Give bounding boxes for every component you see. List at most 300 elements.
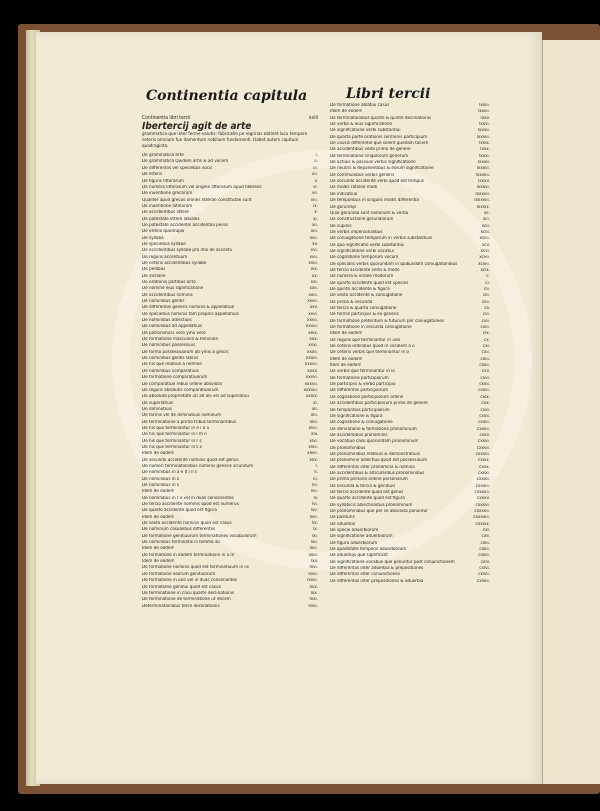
- chapter-title: De differentiis inter aduerbia & prepositiones: [330, 566, 424, 572]
- chapter-number: cvii.: [481, 318, 490, 324]
- chapter-title: De tercio accidente nominis quod est numerus: [142, 502, 239, 508]
- chapter-number: cxliiii.: [478, 553, 490, 559]
- chapter-number: xlvi.: [309, 438, 318, 444]
- chapter-title: De formatione preteritum & futurum per coniugationes: [330, 318, 444, 324]
- chapter-title: De significatione vocabuli que ponuntur post conjunctionem: [330, 559, 455, 565]
- chapter-number: lxvii.: [308, 571, 318, 577]
- chapter-number: cx.: [483, 337, 490, 343]
- intro-heading: Ibertercij agit de arte: [142, 121, 252, 133]
- chapter-number: c.: [486, 274, 490, 280]
- chapter-number: cxlii.: [480, 540, 490, 546]
- chapter-title: De syllabicis adiectionibus pronominum: [330, 502, 413, 508]
- chapter-title: De numeri terminationibus nominis generis sicundum: [142, 463, 254, 469]
- chapter-number: lxv.: [311, 559, 318, 565]
- chapter-title: De tercia & quarta coniugatione: [330, 306, 397, 311]
- chapter-title: De aduerbio: [330, 521, 356, 527]
- chapter-number: cxliii.: [479, 547, 490, 553]
- chapter-number: xliii.: [309, 419, 318, 425]
- chapter-title: De quarto accidente quod est figura: [142, 508, 217, 514]
- chapter-number: ciii.: [482, 293, 490, 299]
- chapter-number: cxxxviii.: [473, 515, 490, 521]
- chapter-number: xx.: [311, 273, 318, 279]
- chapter-title: De sexto accidente nominis quod est casus: [142, 521, 232, 527]
- chapter-number: viii.: [310, 197, 318, 203]
- chapter-title: De nomine eius significatione: [142, 286, 204, 292]
- chapter-number: xxviii.: [305, 324, 318, 330]
- chapter-title: De communibus verbis generis: [330, 172, 395, 178]
- chapter-title: De inuentione latinarum: [142, 203, 193, 209]
- chapter-number: lxxxiiii.: [475, 172, 490, 178]
- chapter-number: xlvii.: [308, 444, 318, 450]
- chapter-title: Idem de eodem: [142, 559, 175, 565]
- chapter-title: De cognatione temporum vocum: [330, 255, 399, 261]
- chapter-number: cxxviii.: [475, 451, 490, 457]
- chapter-number: cxxvii.: [476, 445, 490, 451]
- chapter-number: lxxxvii.: [475, 191, 490, 197]
- chapter-title: De pronominibus que per se absoluta ponuntur: [330, 509, 428, 514]
- chapter-number: cxxxix.: [475, 521, 490, 527]
- chapter-title: De his que relatiue a nemine: [142, 362, 202, 368]
- chapter-number: xxxiiii.: [304, 362, 318, 368]
- chapter-number: lxxxviii.: [474, 198, 490, 204]
- chapter-number: xxxv.: [307, 368, 318, 374]
- chapter-title: Idem de eodem: [330, 356, 363, 362]
- chapter-title: De coniugatione temporum in verbis substantiuis: [330, 236, 433, 242]
- chapter-title: De accidentibus littere: [142, 210, 189, 216]
- chapter-title: De cognatione & coniugatione: [330, 420, 393, 426]
- chapter-number: xxi.: [310, 280, 318, 285]
- chapter-number: cxiiii.: [479, 363, 490, 369]
- chapter-title: De posituris: [330, 515, 355, 521]
- chapter-number: lxxxix.: [476, 204, 490, 210]
- chapter-title: De formatione aliorum genitiuorum: [142, 571, 216, 577]
- chapter-number: xxix.: [308, 330, 318, 336]
- chapter-number: cxxxvi.: [475, 502, 490, 508]
- chapter-number: xxxix.: [305, 394, 318, 400]
- chapter-number: xxiiii.: [307, 299, 318, 305]
- chapter-number: iii.: [313, 165, 318, 171]
- chapter-title: De his que terminantur in l m n: [142, 432, 207, 438]
- chapter-title: De accidentibus syllabe pro imo de accentu: [142, 248, 233, 254]
- chapter-title: De formatione in secunda coniugatione: [330, 325, 412, 331]
- chapter-number: lxxiiii.: [478, 109, 490, 115]
- chapter-title: De terminatione a primo tribus terminantibus: [142, 419, 237, 425]
- chapter-number: lix.: [311, 521, 318, 527]
- chapter-number: lxxx.: [480, 147, 490, 153]
- chapter-number: cxxxiii.: [475, 483, 490, 489]
- chapter-title: Idem de eodem: [142, 451, 175, 457]
- chapter-title: Idem de eodem: [330, 109, 363, 115]
- chapter-number: cxxvi.: [477, 439, 490, 445]
- chapter-number: xxvii.: [307, 318, 318, 324]
- chapter-title: De quarto accidente quod est figura: [330, 496, 405, 502]
- chapter-title: De significatione aduerbiorum: [330, 534, 393, 540]
- chapter-number: ii.: [314, 159, 318, 165]
- chapter-number: xv.: [312, 241, 318, 247]
- chapter-title: De speciebus syllabe: [142, 241, 186, 247]
- chapter-number: vi.: [313, 184, 318, 190]
- chapter-title: De neutris & deponentibus & eorum significatione: [330, 166, 434, 172]
- chapter-title: De nominibus in s: [142, 483, 180, 488]
- chapter-number: cxii.: [481, 350, 490, 356]
- chapter-number: xvi.: [310, 248, 318, 254]
- chapter-title: De his que terminantur in e i o u: [142, 425, 210, 431]
- chapter-number: xiii.: [310, 229, 318, 235]
- chapter-number: i.: [315, 153, 318, 159]
- chapter-title: De quinto accidente & figura: [330, 286, 390, 292]
- chapter-title: De pronominibus: [330, 445, 366, 451]
- chapter-number: cxv.: [481, 369, 490, 375]
- chapter-title: De terminatione singulorum generum: [330, 153, 409, 159]
- chapter-number: cxxi.: [480, 407, 490, 413]
- chapter-title: De quantitate temporis aduerbiorum: [330, 547, 407, 553]
- chapter-title: De terminatione in casu quarte declinationis: [142, 590, 234, 596]
- chapter-number: cvi.: [482, 312, 490, 318]
- chapter-number: lxi.: [311, 533, 318, 539]
- chapter-number: cxxxi.: [477, 470, 490, 476]
- chapter-number: cxix.: [480, 394, 490, 400]
- chapter-number: ciiii.: [481, 299, 490, 305]
- chapter-number: cxxxv.: [476, 496, 490, 502]
- intro-line-text: Continentia libri tercii: [142, 115, 191, 121]
- chapter-title: De significatione verbi vocatiui: [330, 248, 394, 254]
- chapter-title: De nominum casualibus differentiis: [142, 527, 216, 533]
- chapter-number: cxxxvii.: [474, 509, 490, 514]
- chapter-title: Qualiter apud grecos omnes litterae constitutae sunt: [142, 197, 252, 203]
- chapter-entry: [330, 579, 490, 585]
- chapter-title: De grammatica Quidem artis & ad vocem: [142, 159, 229, 165]
- chapter-title: De nominibus terminatis in lemma ibi: [142, 540, 220, 546]
- chapter-number: cxxix.: [477, 458, 490, 464]
- chapter-title: De nominibus possessiuis: [142, 343, 196, 349]
- chapter-title: De pronominibus relatiuis & demonstratiuis: [330, 451, 420, 457]
- chapter-number: xxxiii.: [305, 356, 318, 362]
- chapter-title: De diminutiuis: [142, 406, 172, 412]
- chapter-number: lxxii.: [308, 603, 318, 609]
- chapter-number: lx.: [313, 527, 318, 533]
- chapter-title: De accidentibus participiorum primo de genere: [330, 401, 428, 407]
- chapter-title: De regulis accentuum: [142, 254, 188, 260]
- chapter-number: lxix.: [309, 584, 318, 590]
- chapter-number: xlv.: [311, 432, 318, 438]
- left-column: [142, 115, 318, 610]
- chapter-number: lxxix.: [479, 141, 490, 147]
- chapter-number: lxxxv.: [478, 179, 490, 185]
- chapter-number: lxxviii.: [476, 134, 490, 140]
- chapter-title: De vocatiuo casu quorundam pronominum: [330, 439, 419, 445]
- chapter-number: xlviii.: [307, 451, 318, 457]
- chapter-title: De nominibus ad appellatiuis: [142, 324, 203, 330]
- chapter-number: lxxvii.: [477, 128, 490, 134]
- chapter-title: De figuris litterarum: [142, 178, 184, 184]
- chapter-number: liii.: [312, 483, 318, 488]
- chapter-number: lxxiii.: [479, 103, 490, 108]
- chapter-title: De grammatica arte: [142, 153, 184, 159]
- chapter-title: De causis differentie que solent quedam tacere: [330, 141, 429, 147]
- chapter-number: cxxiii.: [478, 420, 490, 426]
- chapter-number: xxx.: [309, 337, 318, 343]
- chapter-title: De supinis: [330, 223, 352, 229]
- chapter-number: xcii.: [481, 223, 490, 229]
- chapter-title: De tercio accidente verbi & modo: [330, 267, 400, 273]
- chapter-number: xxv.: [309, 305, 318, 311]
- chapter-number: lvii.: [310, 508, 318, 514]
- chapter-title: De superlatiuis: [142, 400, 174, 406]
- chapter-title: De nominibus gentis latinis: [142, 356, 199, 362]
- chapter-number: cxlv.: [480, 559, 490, 565]
- chapter-number: xxxvi.: [305, 375, 318, 381]
- chapter-title: De cognatione participiorum ordine: [330, 394, 404, 400]
- header-left: Continentia capitula: [146, 88, 308, 104]
- chapter-title: Idem de eodem: [330, 331, 363, 337]
- chapter-title: De formatione in eadem terminatione in a m: [142, 552, 235, 558]
- chapter-number: xxiii.: [308, 292, 318, 298]
- chapter-number: xxxi.: [308, 343, 318, 349]
- chapter-title: De regulis que terminantur in ueo: [330, 337, 401, 343]
- chapter-title: De nominibus in r x vel in duas consonantes: [142, 495, 234, 501]
- chapter-title: Determinationibus terce declinationis: [142, 603, 220, 609]
- chapter-title: De temporibus participiorum: [330, 407, 390, 413]
- chapter-title: De ordine quodruplo: [142, 229, 185, 235]
- header-right: Libri tercii: [346, 86, 431, 102]
- facing-page-edge: [542, 40, 600, 784]
- chapter-title: Idem de eodem: [142, 514, 175, 520]
- chapter-number: xix.: [310, 267, 318, 273]
- chapter-number: lii.: [313, 476, 318, 482]
- chapter-title: De potestate accidentis accidentali peina: [142, 222, 228, 228]
- chapter-title: De prima & secunda: [330, 299, 373, 305]
- chapter-title: De indicatiuo: [330, 191, 358, 197]
- chapter-number: lv.: [313, 495, 318, 501]
- chapter-title: De accidentibus nominis: [142, 292, 193, 298]
- chapter-number: lxiii.: [309, 546, 318, 552]
- chapter-title: De ceteris accidentibus syllabe: [142, 260, 207, 266]
- chapter-title: De accidentibus pronominis: [330, 432, 388, 438]
- chapter-number: cxx.: [481, 401, 490, 407]
- chapter-title: Quia gerundia sunt nominum & verba: [330, 210, 409, 216]
- right-chapter-list: [330, 103, 490, 585]
- chapter-title: De actiuis & passiuis verbis significatione: [330, 160, 416, 166]
- chapter-title: De his que terminantur in r s: [142, 438, 202, 444]
- chapter-title: De derivatione & formatione pronominum: [330, 426, 417, 432]
- chapter-title: De pedibus: [142, 267, 166, 273]
- chapter-number: x.: [314, 210, 318, 216]
- chapter-title: De aduerbijs que significant: [330, 553, 388, 559]
- chapter-number: vii.: [311, 191, 318, 197]
- chapter-number: lxviii.: [307, 578, 318, 584]
- chapter-number: cxlvii.: [478, 572, 490, 578]
- chapter-number: iiii.: [312, 172, 318, 178]
- chapter-title: De differentiis participiorum: [330, 388, 389, 394]
- chapter-title: De formatione masculina & feminina: [142, 337, 218, 343]
- chapter-title: De pronomine adiectiuo quod est possessiuum: [330, 458, 427, 464]
- chapter-number: cxxx.: [479, 464, 490, 470]
- chapter-title: De formatione nominis quod est terminatiuum in iis: [142, 565, 249, 571]
- chapter-number: xcvi.: [480, 248, 490, 254]
- chapter-number: xliiii.: [308, 425, 318, 431]
- chapter-number: xxvi.: [308, 311, 318, 317]
- chapter-number: cix.: [482, 331, 490, 337]
- chapter-title: Idem de eodem: [142, 489, 175, 495]
- chapter-number: xcv.: [481, 242, 490, 248]
- chapter-title: De absoluta proprietate uti ad alii vel ad superlatiui: [142, 394, 249, 400]
- chapter-number: xcvii.: [479, 255, 490, 261]
- chapter-number: lxxxii.: [477, 160, 490, 166]
- chapter-title: De terminationibus quarte & quinte declinationis: [330, 115, 431, 121]
- chapter-number: lxxvi.: [479, 122, 490, 128]
- chapter-title: De modis ratione modi: [330, 185, 378, 191]
- chapter-title: De ceteris verbis que terminantur in o: [330, 350, 409, 356]
- chapter-number: cxlviii.: [476, 578, 490, 584]
- chapter-number: lxxxi.: [479, 153, 490, 159]
- chapter-number: lvi.: [311, 502, 318, 508]
- chapter-number: liiii.: [310, 489, 318, 495]
- chapter-title: De verbo & eius significatione: [330, 122, 393, 128]
- chapter-number: xlix.: [309, 457, 318, 463]
- chapter-number: cxxxiiii.: [474, 489, 490, 495]
- chapter-number: lviii.: [309, 514, 318, 520]
- chapter-title: De formatione genitiui quod est casus: [142, 584, 221, 590]
- chapter-title: De nominibus in o: [142, 476, 180, 482]
- chapter-title: De accidentibus & articularibus pronominibus: [330, 470, 425, 476]
- chapter-number: lxxi.: [309, 597, 318, 603]
- chapter-number: xii.: [311, 222, 318, 228]
- chapter-title: De participiis & verbo participio: [330, 382, 396, 388]
- chapter-title: De syllaba: [142, 235, 164, 241]
- chapter-number: ix.: [313, 203, 318, 209]
- right-column: [330, 103, 490, 585]
- chapter-number: xi.: [313, 216, 318, 222]
- chapter-title: De formatione in uno vel in duas consonantes: [142, 578, 238, 584]
- chapter-number: xxxviii.: [303, 387, 318, 393]
- chapter-entry: [142, 604, 318, 610]
- chapter-title: De nominibus in a e d l n s: [142, 470, 198, 476]
- chapter-title: De formis vel de diminutiuis nominum: [142, 413, 221, 419]
- chapter-number: cxxiiii.: [476, 426, 490, 432]
- chapter-number: lxvi.: [309, 565, 318, 571]
- chapter-number: xciiii.: [479, 236, 490, 242]
- chapter-title: De specie aduerbiorum: [330, 528, 379, 534]
- chapter-number: cxvi.: [480, 375, 490, 381]
- chapter-title: De dictione: [142, 273, 166, 279]
- chapter-number: cv.: [484, 306, 490, 311]
- chapter-title: De nominibus adiectiuis: [142, 318, 192, 324]
- chapter-title: De secundo accidente verbi quod est tempus: [330, 179, 424, 185]
- chapter-title: De formatione genitiuorum terminationes vocabulorum: [142, 533, 257, 539]
- chapter-number: cxxxii.: [476, 477, 490, 483]
- chapter-title: De orationis partibus octo: [142, 280, 196, 285]
- chapter-title: De secunda & tercia & genitiuis: [330, 483, 396, 489]
- chapter-title: De formis participiis & ex generis: [330, 312, 399, 318]
- chapter-number: cxxv.: [479, 432, 490, 438]
- chapter-title: De differentiis inter coniunctiones: [330, 572, 400, 578]
- intro-line-num: xviii: [308, 115, 318, 121]
- chapter-title: De quarta parte orationis sermonis participium: [330, 134, 428, 140]
- chapter-title: De potestate littere labiales: [142, 216, 200, 222]
- chapter-number: cxi.: [482, 344, 490, 350]
- intro-text: grammatica que inter ferme volutis: fabricatio pe regrinas obtinet locu tempore ceteris omnium fun damentum nobilium fundamenti. Habet autem capitula quadraginta.: [142, 132, 308, 149]
- chapter-number: v.: [314, 178, 318, 184]
- chapter-title: De constructione gerundiorum: [330, 217, 394, 223]
- chapter-title: De quo significatio verbi substantiui: [330, 242, 405, 248]
- chapter-title: Idem de eodem: [142, 546, 175, 552]
- left-chapter-list: [142, 153, 318, 610]
- chapter-number: cxviii.: [478, 388, 490, 394]
- chapter-title: De comparatiue rebus ordine absolutis: [142, 381, 223, 387]
- chapter-title: De speciebus nominis tam propriis appellatiuis: [142, 311, 239, 317]
- chapter-number: cxvii.: [479, 382, 490, 388]
- chapter-title: De nominibus gentis: [142, 299, 185, 305]
- chapter-title: De numero & ordine modorum: [330, 274, 394, 280]
- chapter-title: De litteris: [142, 172, 163, 178]
- chapter-number: cxxii.: [479, 413, 490, 419]
- chapter-number: lxii.: [310, 540, 318, 546]
- chapter-title: De formatione comparatiuorum: [142, 375, 208, 381]
- chapter-title: De secundo accidente nominis quod est genus: [142, 457, 239, 463]
- chapter-number: l.: [315, 463, 318, 469]
- chapter-title: De temporibus in singulis modis differentia: [330, 198, 419, 204]
- chapter-number: cxiii.: [480, 356, 490, 362]
- chapter-title: De formatione ablatiui casus: [330, 103, 390, 108]
- chapter-title: De numero litterarum vel origine litterarum apud hebreos: [142, 184, 262, 190]
- chapter-title: De formatione participiorum: [330, 375, 389, 381]
- chapter-title: De quarto accidente quod est species: [330, 280, 409, 286]
- chapter-title: De patronimicis vero ymo vero: [142, 330, 206, 336]
- chapter-number: xxxvii.: [304, 381, 318, 387]
- chapter-title: De verbis que terminantur in io: [330, 369, 395, 375]
- chapter-title: De significatione & figura: [330, 413, 383, 419]
- chapter-number: xiiii.: [309, 235, 318, 241]
- chapter-title: De prima persona ordine personarum: [330, 477, 408, 483]
- chapter-title: De terminatione de terminatione ut decem: [142, 597, 231, 603]
- chapter-title: De ceteris ordinibus quod in vocalem a o: [330, 344, 415, 350]
- chapter-title: De accidentibus verbi primo de genere: [330, 147, 411, 153]
- chapter-title: Item de eodem: [330, 363, 362, 369]
- chapter-number: xlii.: [310, 413, 318, 419]
- chapter-number: xl.: [313, 400, 318, 406]
- chapter-title: De his que terminantur in t x: [142, 444, 202, 450]
- chapter-number: xli.: [311, 406, 318, 412]
- chapter-title: De differentiis generis nominis & appellatiue: [142, 305, 235, 311]
- chapter-title: De regulis absolutis comparatiuorum: [142, 387, 219, 393]
- chapter-title: De nominibus comparatiuis: [142, 368, 199, 374]
- chapter-number: lxiiii.: [308, 552, 318, 558]
- chapter-number: lxxv.: [480, 115, 490, 121]
- chapter-number: xxxii.: [307, 349, 318, 355]
- chapter-title: De figura aduerbiorum: [330, 540, 378, 546]
- chapter-title: De inuentione grecarum: [142, 191, 193, 197]
- chapter-number: cxlvi.: [479, 566, 490, 572]
- chapter-number: xviii.: [308, 260, 318, 266]
- chapter-title: De differentiis inter pronomina & nomina: [330, 464, 415, 470]
- chapter-number: xvii.: [309, 254, 318, 260]
- chapter-number: li.: [314, 470, 318, 476]
- chapter-number: xcviii.: [478, 261, 490, 267]
- chapter-number: cviii.: [480, 325, 490, 331]
- chapter-number: ci.: [485, 280, 490, 286]
- chapter-title: De sexto accidente & coniugatione: [330, 293, 403, 299]
- chapter-title: De tercio accidente quod est genus: [330, 489, 404, 495]
- chapter-number: cii.: [484, 286, 490, 292]
- chapter-number: lxxxiii.: [476, 166, 490, 172]
- chapter-number: cxl.: [482, 528, 490, 534]
- chapter-number: xcix.: [480, 267, 490, 273]
- chapter-number: lxxxvi.: [476, 185, 490, 191]
- chapter-number: xxii.: [309, 286, 318, 292]
- chapter-number: cxli.: [481, 534, 490, 540]
- chapter-title: De verbis impersonalibus: [330, 229, 383, 235]
- chapter-number: xc.: [484, 210, 490, 216]
